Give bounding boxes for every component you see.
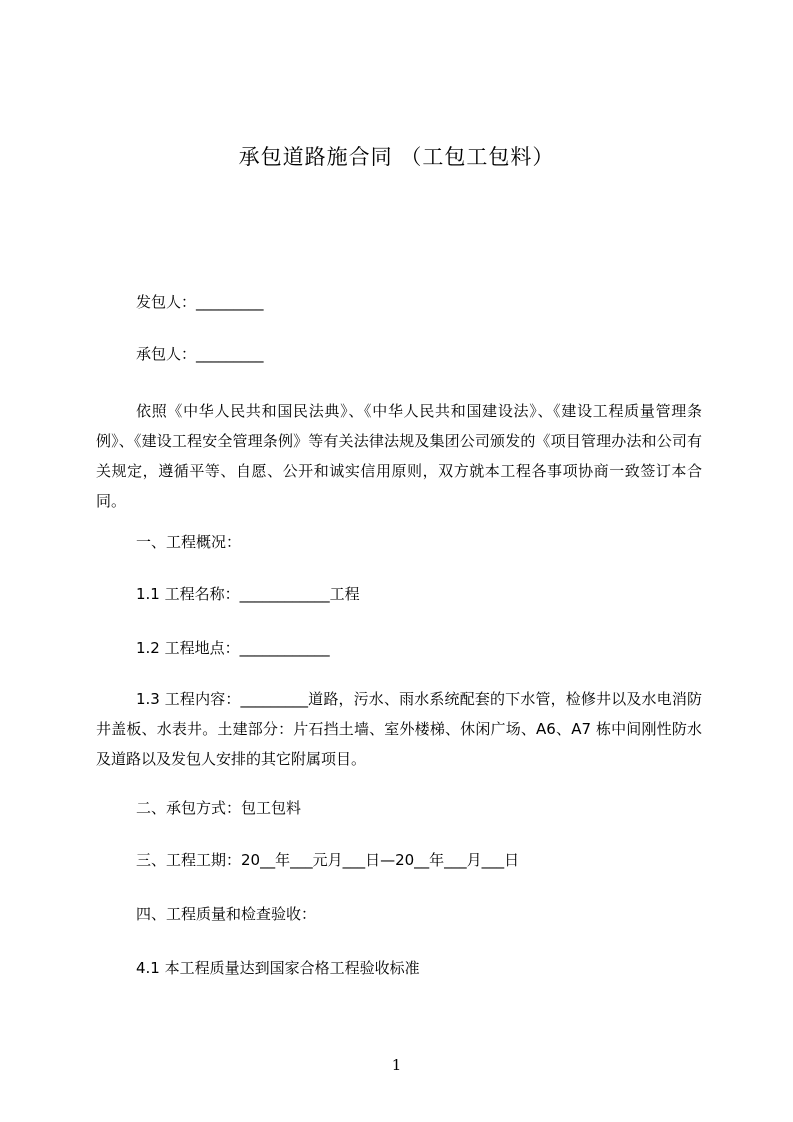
section-2-contract-method: 二、承包方式：包工包料 <box>136 799 302 817</box>
section-3-construction-period: 三、工程工期：20__年___元月___日—20__年___月___日 <box>136 851 520 869</box>
preamble-paragraph: 依照《中华人民共和国民法典》、《中华人民共和国建设法》、《建设工程质量管理条例》、《建设工程安全管理条例》等有关法律法规及集团公司颁发的《项目管理办法和公司有关规定，遵循平等、自愿、公开和诚实信用原则，双方就本工程各事项协商一致签订本合同。 <box>96 402 702 510</box>
contractor-line: 承包人：_________ <box>136 345 264 363</box>
item-1-2-project-location: 1.2 工程地点：____________ <box>136 639 330 657</box>
employer-line: 发包人：_________ <box>136 293 264 311</box>
item-1-3-project-scope: 1.3 工程内容：_________道路，污水、雨水系统配套的下水管，检修井以及水电消防井盖板、水表井。土建部分：片石挡土墙、室外楼梯、休闲广场、A6、A7 栋中间刚性防水及道路以及发包人安排的其它附属项目。 <box>96 690 702 768</box>
item-1-1-project-name: 1.1 工程名称：____________工程 <box>136 585 360 603</box>
section-1-heading: 一、工程概况： <box>136 533 242 551</box>
document-title: 承包道路施合同 （工包工包料） <box>238 145 555 169</box>
item-4-1-quality-standard: 4.1 本工程质量达到国家合格工程验收标准 <box>136 959 420 977</box>
page-number: 1 <box>391 1056 402 1074</box>
section-4-heading: 四、工程质量和检查验收： <box>136 905 317 923</box>
